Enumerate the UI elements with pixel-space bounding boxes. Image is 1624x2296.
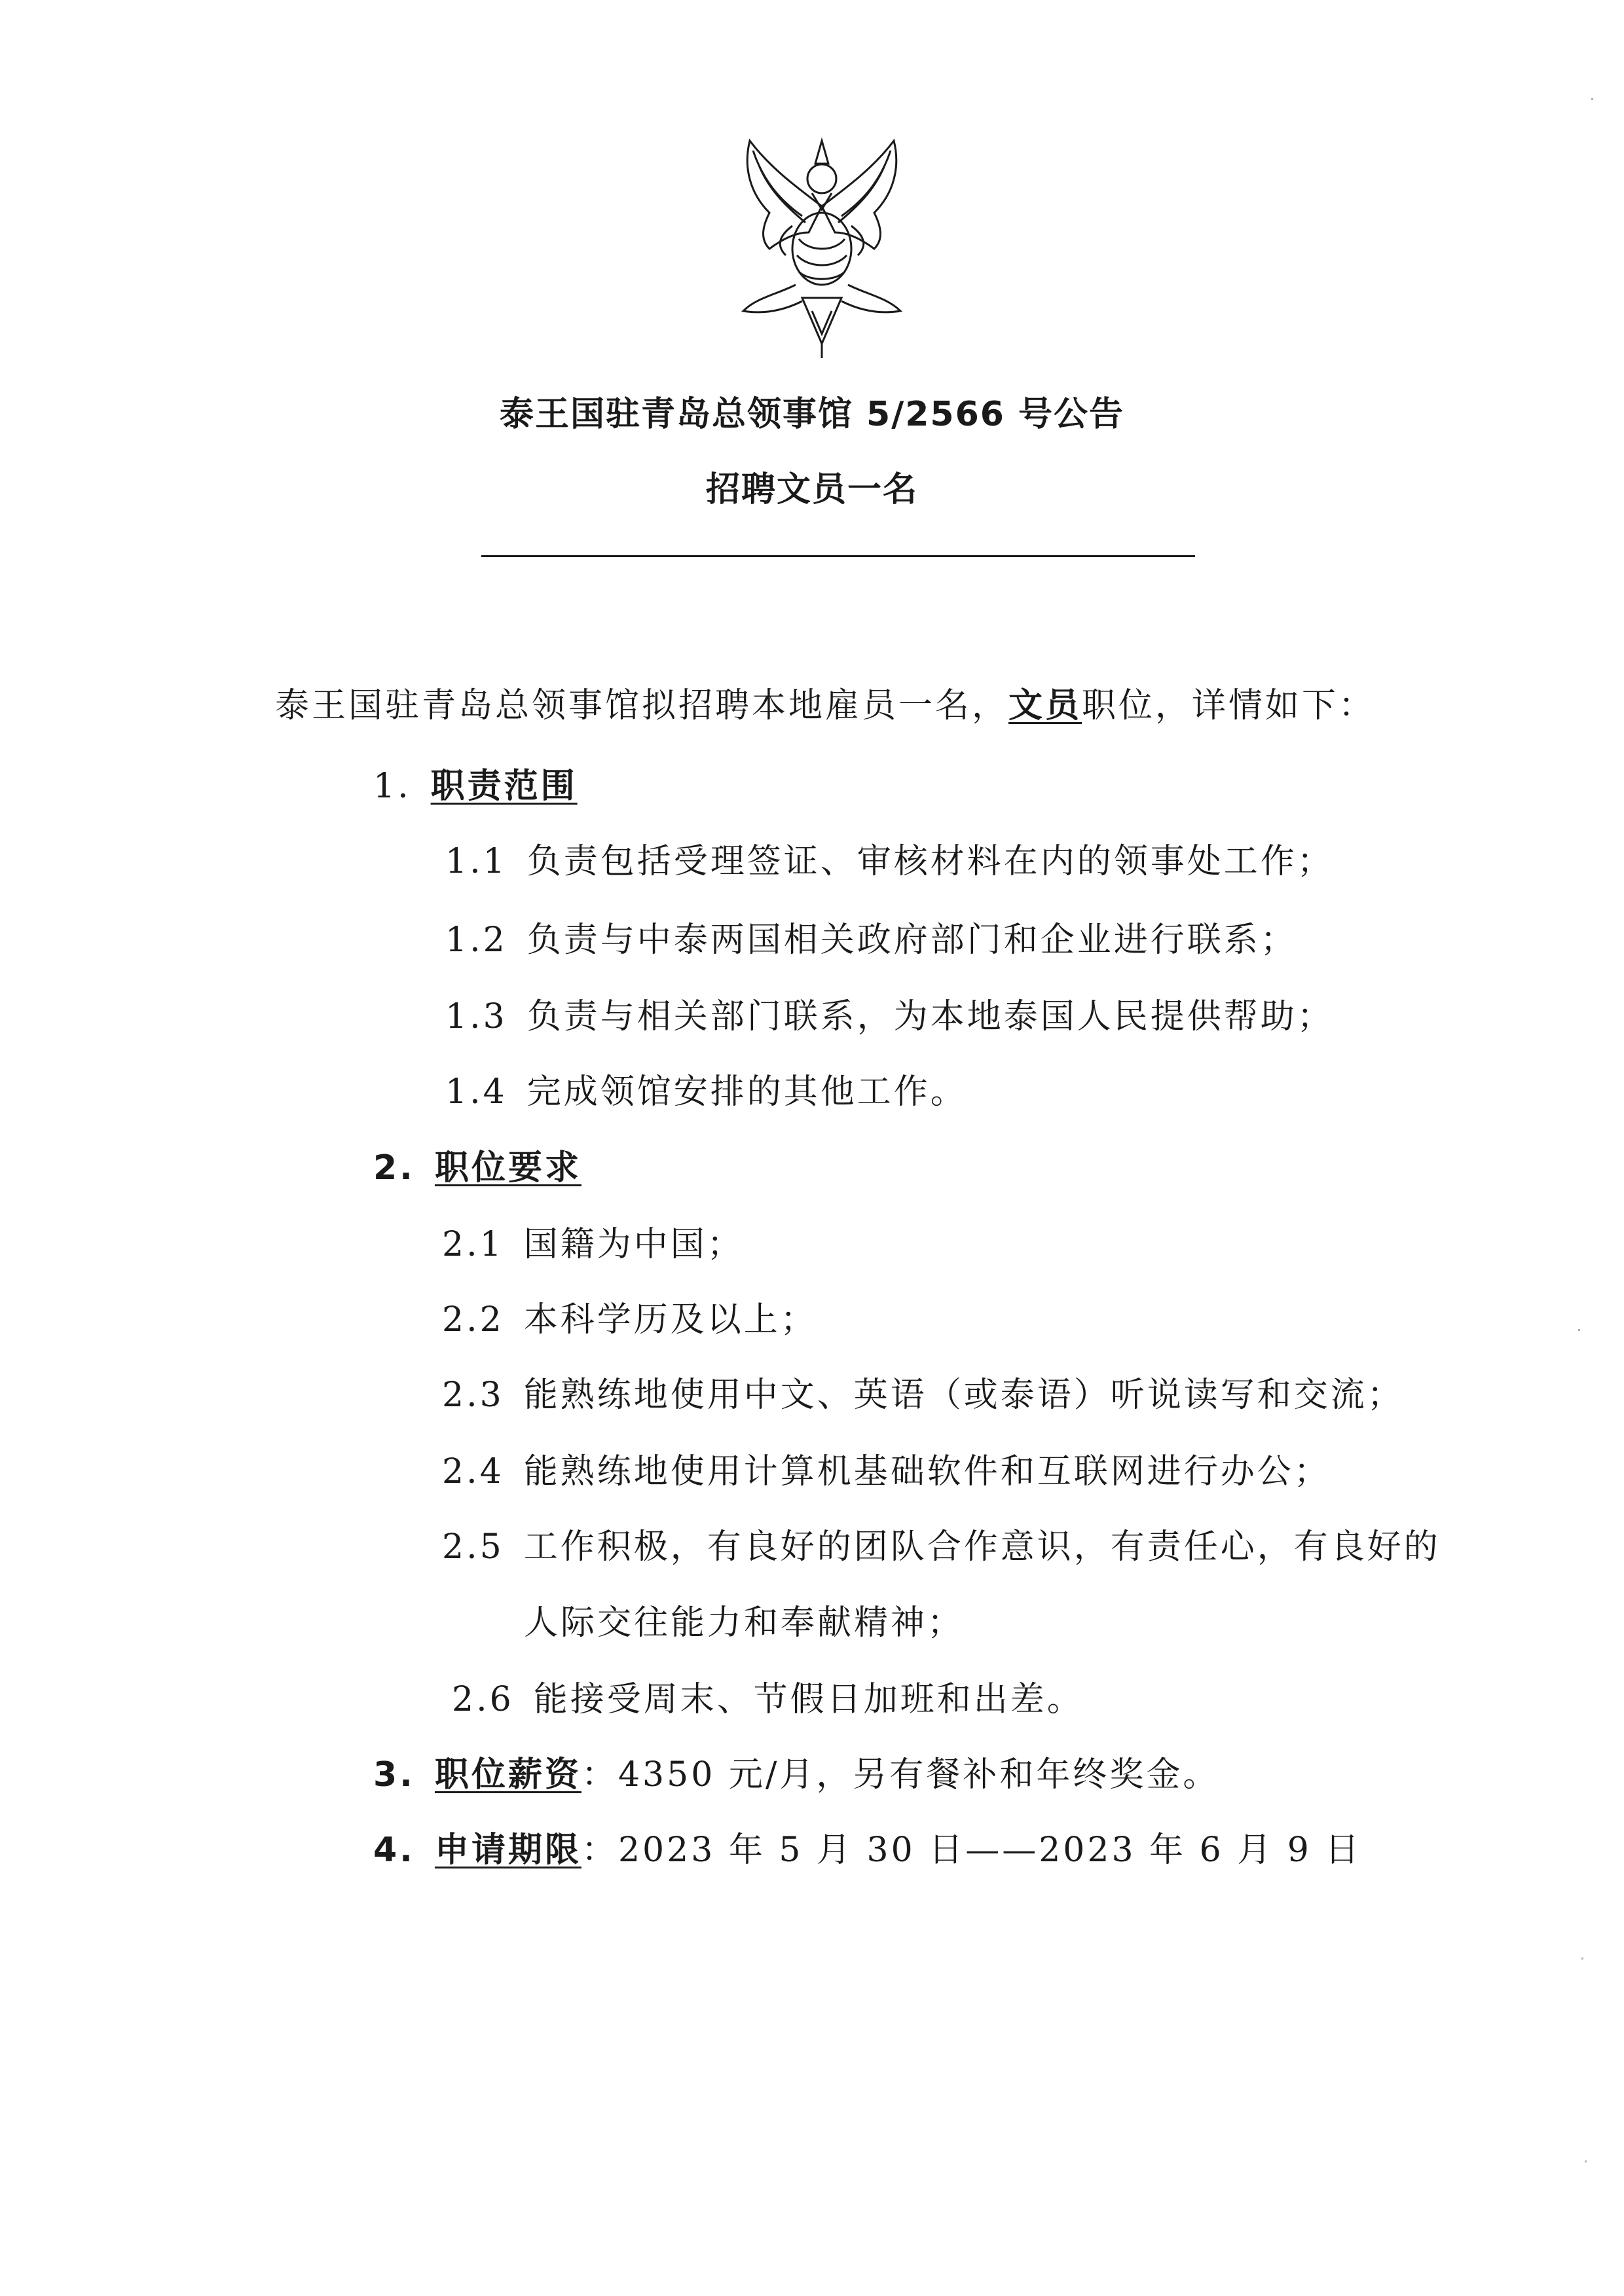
requirement-item bbox=[452, 1680, 1084, 1719]
item-text: 工作积极，有良好的团队合作意识，有责任心，有良好的 bbox=[523, 1527, 1441, 1567]
section-number: 2. bbox=[373, 1148, 415, 1188]
item-number: 2.6 bbox=[452, 1680, 514, 1719]
item-text: 能接受周末、节假日加班和出差。 bbox=[533, 1680, 1084, 1719]
requirement-item bbox=[442, 1300, 817, 1339]
announcement-subtitle: 招聘文员一名 bbox=[705, 470, 918, 509]
requirement-item bbox=[442, 1527, 1441, 1567]
item-number: 1.3 bbox=[445, 997, 507, 1036]
salary-label: 职位薪资 bbox=[434, 1755, 581, 1795]
scan-speck bbox=[1581, 1958, 1583, 1959]
section-number: 1. bbox=[373, 767, 411, 806]
item-number: 2.3 bbox=[442, 1376, 504, 1415]
duty-item bbox=[445, 920, 1297, 960]
item-number: 1.1 bbox=[445, 842, 507, 881]
requirement-item bbox=[442, 1225, 744, 1264]
section-application-period bbox=[373, 1831, 1362, 1870]
requirement-item-continuation bbox=[524, 1603, 965, 1643]
announcement-title: 泰王国驻青岛总领事馆 5/2566 号公告 bbox=[499, 395, 1125, 434]
requirement-item bbox=[442, 1376, 1404, 1415]
section-number: 4. bbox=[373, 1831, 415, 1870]
item-text: 能熟练地使用中文、英语（或泰语）听说读写和交流； bbox=[523, 1376, 1404, 1415]
item-text: 负责与中泰两国相关政府部门和企业进行联系； bbox=[526, 920, 1297, 960]
title-divider bbox=[481, 555, 1195, 557]
item-number: 2.2 bbox=[442, 1300, 504, 1339]
period-label: 申请期限 bbox=[434, 1831, 581, 1870]
duty-item bbox=[445, 1072, 967, 1112]
duty-item bbox=[445, 997, 1334, 1036]
item-text: 能熟练地使用计算机基础软件和互联网进行办公； bbox=[523, 1452, 1331, 1491]
item-number: 2.5 bbox=[442, 1527, 504, 1567]
item-text: 本科学历及以上； bbox=[523, 1300, 817, 1339]
item-text: 完成领馆安排的其他工作。 bbox=[526, 1072, 967, 1112]
scan-speck bbox=[1591, 98, 1593, 100]
period-value: ：2023 年 5 月 30 日——2023 年 6 月 9 日 bbox=[581, 1831, 1362, 1870]
duty-item bbox=[445, 842, 1334, 881]
section-requirements-heading bbox=[373, 1148, 581, 1188]
section-title: 职位要求 bbox=[434, 1148, 581, 1188]
item-text: 国籍为中国； bbox=[523, 1225, 744, 1264]
item-text: 负责与相关部门联系，为本地泰国人民提供帮助； bbox=[526, 997, 1334, 1036]
intro-text-before: 泰王国驻青岛总领事馆拟招聘本地雇员一名， bbox=[275, 686, 1009, 725]
scan-speck bbox=[1585, 2160, 1587, 2162]
garuda-emblem bbox=[724, 128, 920, 360]
item-text: 人际交往能力和奉献精神； bbox=[524, 1603, 965, 1643]
requirement-item bbox=[442, 1452, 1331, 1491]
section-number: 3. bbox=[373, 1755, 415, 1795]
item-text: 负责包括受理签证、审核材料在内的领事处工作； bbox=[526, 842, 1334, 881]
item-number: 2.4 bbox=[442, 1452, 504, 1491]
section-salary bbox=[373, 1755, 1220, 1795]
section-title: 职责范围 bbox=[430, 767, 578, 806]
item-number: 2.1 bbox=[442, 1225, 504, 1264]
intro-text-after: 职位，详情如下： bbox=[1082, 686, 1376, 725]
item-number: 1.4 bbox=[445, 1072, 507, 1112]
item-number: 1.2 bbox=[445, 920, 507, 960]
scan-speck bbox=[1578, 1329, 1580, 1331]
intro-position: 文员 bbox=[1008, 686, 1082, 725]
salary-value: ：4350 元/月，另有餐补和年终奖金。 bbox=[581, 1755, 1220, 1795]
intro-paragraph bbox=[275, 686, 1376, 725]
section-duties-heading bbox=[373, 767, 578, 806]
